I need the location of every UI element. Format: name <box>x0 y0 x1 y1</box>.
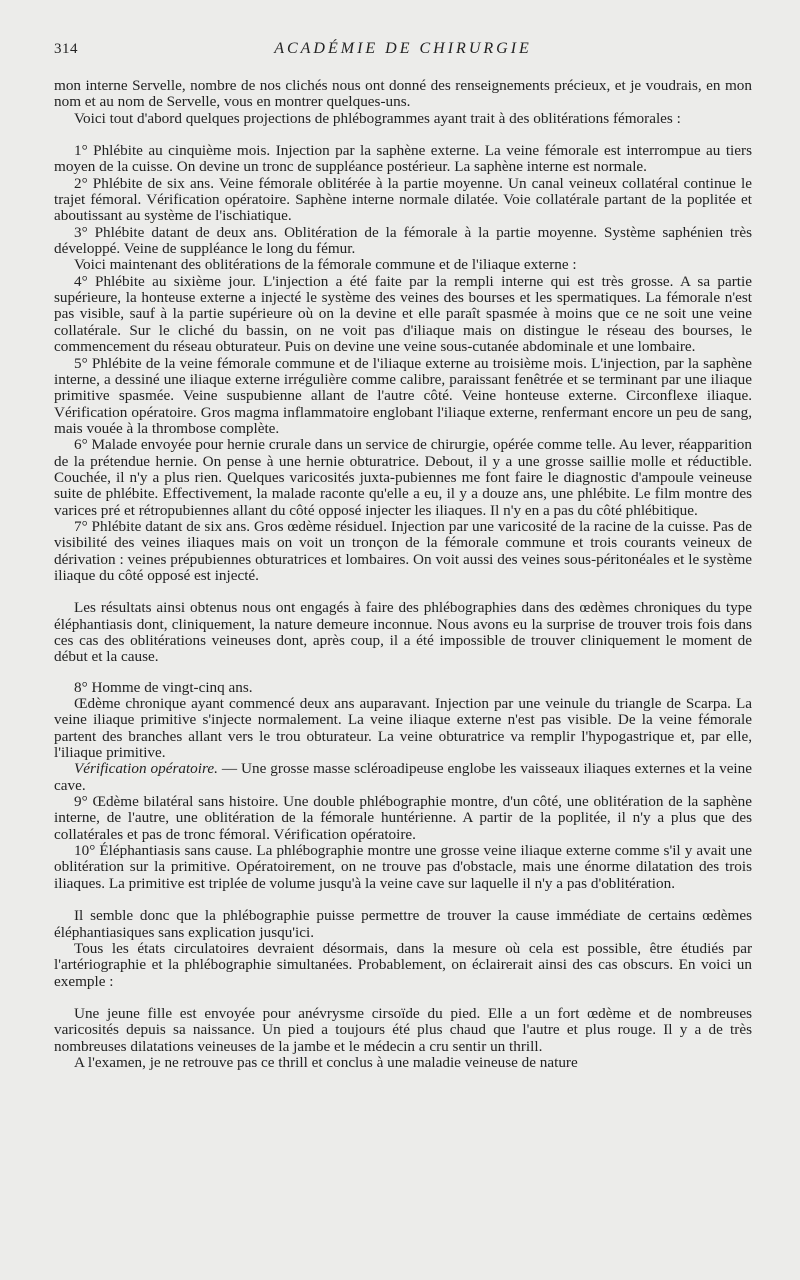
running-title: ACADÉMIE DE CHIRURGIE <box>274 40 532 57</box>
paragraph: 5° Phlébite de la veine fémorale commune et de l'iliaque externe au troisième mois. L'injection, par la saphène interne, a dessiné une iliaque externe irrégulière comme calibre, paraissant fenêtrée et se terminant par une iliaque primitive spasmée. Veine suspubienne allant de l'autre côté. Veine honteuse externe. Circonflexe iliaque. Vérification opératoire. Gros magma inflammatoire englobant l'iliaque externe, renfermant encore un peu de sang, mais vouée à la thrombose complète. <box>54 354 752 437</box>
page-header <box>54 40 752 70</box>
paragraph: Les résultats ainsi obtenus nous ont engagés à faire des phlébographies dans des œdèmes chroniques du type éléphantiasis dont, cliniquement, la nature demeure inconnue. Nous avons eu la surprise de trouver trois fois dans ces cas des oblitérations veineuses dont, après coup, il a été impossible de trouver cliniquement le moment de début et la cause. <box>54 599 752 666</box>
paragraph: 3° Phlébite datant de deux ans. Oblitération de la fémorale à la partie moyenne. Système saphénien très développé. Veine de suppléance le long du fémur. <box>54 223 752 258</box>
page-number: 314 <box>54 41 78 57</box>
paragraph: Tous les états circulatoires devraient désormais, dans la mesure où cela est possible, être étudiés par l'artériographie et la phlébographie simultanées. Probablement, on éclairerait ainsi des cas obscurs. En voici un exemple : <box>54 939 752 990</box>
paragraph: Voici maintenant des oblitérations de la fémorale commune et de l'iliaque externe : <box>74 256 577 274</box>
body-text <box>54 78 752 1071</box>
paragraph: 10° Éléphantiasis sans cause. La phlébographie montre une grosse veine iliaque externe comme s'il y avait une oblitération sur la primitive. Opératoirement, on ne trouve pas d'obstacle, mais une énorme dilatation des trois iliaques. La primitive est triplée de volume jusqu'à la veine cave sur laquelle il n'y a pas d'oblitération. <box>54 842 752 892</box>
paragraph: 1° Phlébite au cinquième mois. Injection par la saphène externe. La veine fémorale est interrompue au tiers moyen de la cuisse. On devine un tronc de suppléance postérieur. La saphène interne est normale. <box>54 142 752 176</box>
paragraph: Œdème chronique ayant commencé deux ans auparavant. Injection par une veinule du triangle de Scarpa. La veine iliaque primitive s'injecte normalement. La veine iliaque externe n'est pas visible. De la veine fémorale partent des branches allant vers le trou obturateur. La veine obturatrice va remplir l'hypogastrique et, par elle, l'iliaque primitive. <box>54 695 752 762</box>
paragraph-text: — Une grosse masse scléroadipeuse englobe les vaisseaux iliaques externes et la veine cave. <box>54 760 752 794</box>
paragraph-lead: Vérification opératoire. <box>74 760 218 778</box>
paragraph: 6° Malade envoyée pour hernie crurale dans un service de chirurgie, opérée comme telle. Au lever, réapparition de la prétendue hernie. On pense à une hernie obturatrice. Debout, il y a une grosse saillie molle et réductible. Couchée, il n'y a plus rien. Quelques varicosités juxta-pubiennes me font faire le diagnostic d'ampoule veineuse suite de phlébite. Effectivement, la malade raconte qu'elle a eu, il y a douze ans, une phlébite. Le film montre des varices pré et rétropubiennes allant du côté opposé injecter les iliaques. Il n'y en a pas du côté phlébitique. <box>54 436 752 519</box>
paragraph <box>54 761 752 794</box>
paragraph: 8° Homme de vingt-cinq ans. <box>74 678 253 696</box>
paragraph: mon interne Servelle, nombre de nos clichés nous ont donné des renseignements précieux, et je voudrais, en mon nom et au nom de Servelle, vous en montrer quelques-uns. <box>54 77 752 111</box>
paragraph: A l'examen, je ne retrouve pas ce thrill et conclus à une maladie veineuse de nature <box>74 1053 578 1071</box>
paragraph: Il semble donc que la phlébographie puisse permettre de trouver la cause immédiate de certains œdèmes éléphantiasiques sans explication jusqu'ici. <box>54 907 752 941</box>
paragraph: 2° Phlébite de six ans. Veine fémorale oblitérée à la partie moyenne. Un canal veineux collatéral continue le trajet fémoral. Vérification opératoire. Saphène interne normale dilatée. Voie collatérale partant de la poplitée et aboutissant au système de l'ischiatique. <box>54 174 752 225</box>
paragraph: Une jeune fille est envoyée pour anévrysme cirsoïde du pied. Elle a un fort œdème et de nombreuses varicosités depuis sa naissance. Un pied a toujours été plus chaud que l'autre et plus rouge. Il y a de très nombreuses dilatations veineuses de la jambe et le médecin a cru sentir un thrill. <box>54 1004 752 1055</box>
paragraph: Voici tout d'abord quelques projections de phlébogrammes ayant trait à des oblitérations fémorales : <box>74 109 681 127</box>
paragraph: 9° Œdème bilatéral sans histoire. Une double phlébographie montre, d'un côté, une oblitération de la saphène interne, de l'autre, une oblitération de la fémorale huntérienne. A partir de la poplitée, il n'y a plus que des collatérales et pas de tronc fémoral. Vérification opératoire. <box>54 793 752 843</box>
paragraph: 4° Phlébite au sixième jour. L'injection a été faite par la rempli interne qui est très grosse. A sa partie supérieure, la honteuse externe a injecté le système des veines des bourses et les spermatiques. La fémorale n'est pas visible, sauf à la partie supérieure où on la devine et elle paraît spasmée à moins que ce ne soit une veine collatérale. Sur le cliché du bassin, on ne voit pas d'iliaque mais on distingue le réseau des bourses, le commencement du réseau obturateur. Puis on devine une veine sous-cutanée abdominale et une lombaire. <box>54 272 752 356</box>
paragraph: 7° Phlébite datant de six ans. Gros œdème résiduel. Injection par une varicosité de la racine de la cuisse. Pas de visibilité des veines iliaques mais on voit un tronçon de la fémorale commune et trois courants veineux de dérivation : veines prépubiennes obturatrices et lombaires. On voit aussi des veines sous-péritonéales et le système iliaque du côté opposé est injecté. <box>54 517 752 584</box>
